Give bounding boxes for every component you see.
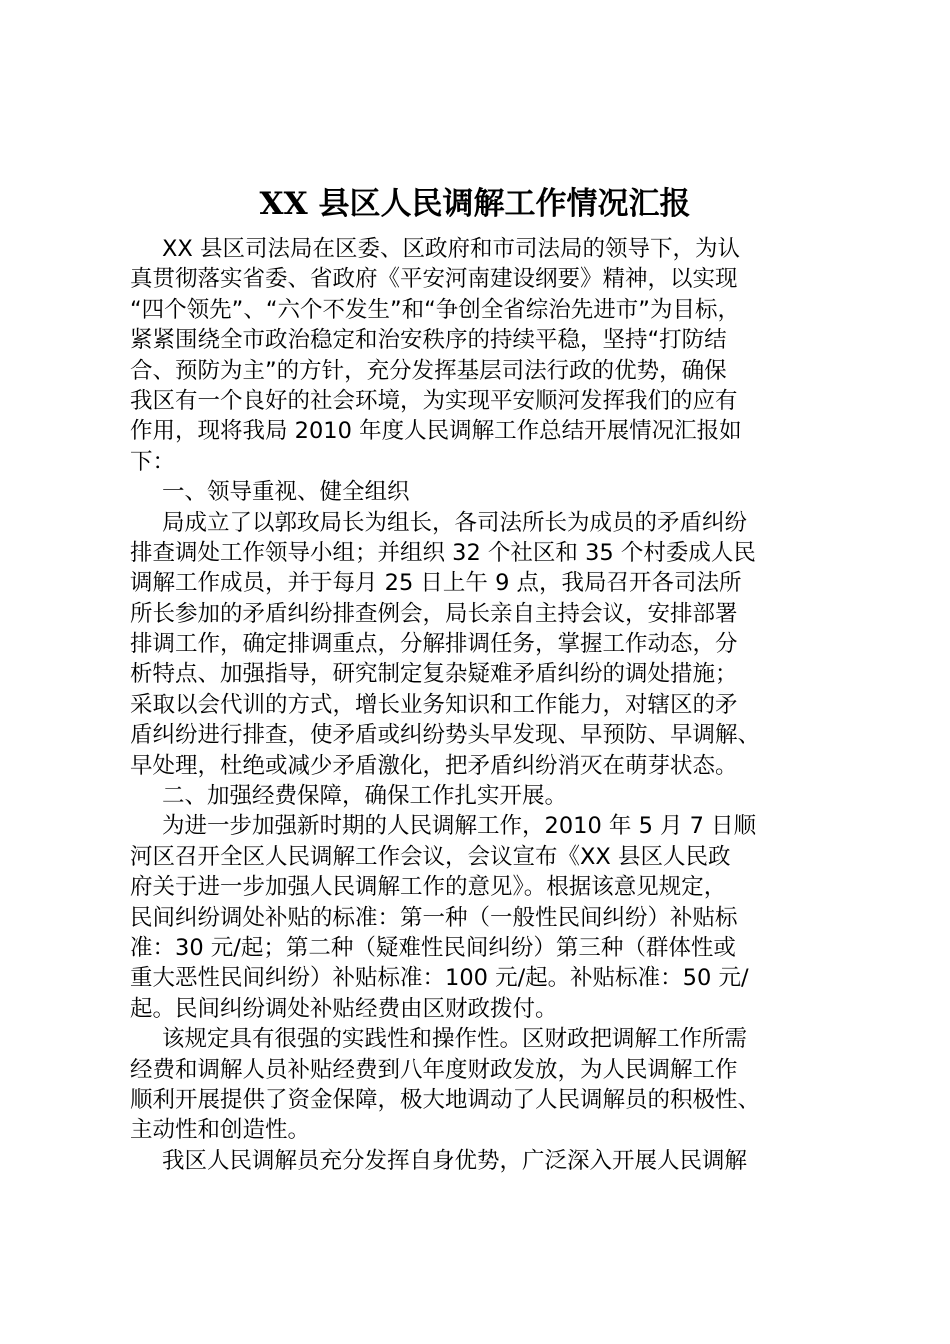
body-line: 该规定具有很强的实践性和操作性。区财政把调解工作所需 (162, 1026, 748, 1053)
document-title: XX 县区人民调解工作情况汇报 (259, 186, 691, 222)
body-line: 我区有一个良好的社会环境，为实现平安顺河发挥我们的应有 (130, 387, 738, 414)
body-line: 顺利开展提供了资金保障，极大地调动了人民调解员的积极性、 (130, 1086, 761, 1113)
body-line: 我区人民调解员充分发挥自身优势，广泛深入开展人民调解 (162, 1147, 748, 1174)
body-line: 真贯彻落实省委、省政府《平安河南建设纲要》精神，以实现 (130, 266, 738, 293)
body-line: 民间纠纷调处补贴的标准：第一种（一般性民间纠纷）补贴标 (130, 904, 738, 931)
body-line: 早处理，杜绝或减少矛盾激化，把矛盾纠纷消灭在萌芽状态。 (130, 752, 738, 779)
body-line: 经费和调解人员补贴经费到八年度财政发放，为人民调解工作 (130, 1056, 738, 1083)
body-line: XX 县区司法局在区委、区政府和市司法局的领导下，为认 (162, 236, 740, 262)
body-line: 下： (130, 448, 176, 475)
body-line: 排调工作，确定排调重点，分解排调任务，掌握工作动态，分 (130, 631, 738, 658)
body-line: 析特点、加强指导，研究制定复杂疑难矛盾纠纷的调处措施； (130, 661, 738, 688)
body-line: 主动性和创造性。 (130, 1117, 311, 1144)
body-line: 二、加强经费保障，确保工作扎实开展。 (162, 783, 568, 810)
body-line: 排查调处工作领导小组；并组织 32 个社区和 35 个村委成人民 (130, 539, 756, 566)
body-line: “四个领先”、“六个不发生”和“争创全省综治先进市”为目标， (130, 296, 740, 323)
body-line: 河区召开全区人民调解工作会议，会议宣布《XX 县区人民政 (130, 843, 731, 870)
body-line: 起。民间纠纷调处补贴经费由区财政拨付。 (130, 995, 558, 1022)
body-line: 采取以会代训的方式，增长业务知识和工作能力，对辖区的矛 (130, 691, 738, 718)
body-line: 作用，现将我局 2010 年度人民调解工作总结开展情况汇报如 (130, 418, 742, 445)
body-line: 所长参加的矛盾纠纷排查例会，局长亲自主持会议，安排部署 (130, 600, 738, 627)
body-line: 调解工作成员，并于每月 25 日上午 9 点，我局召开各司法所 (130, 570, 742, 597)
body-line: 局成立了以郭玫局长为组长，各司法所长为成员的矛盾纠纷 (162, 509, 748, 536)
body-line: 盾纠纷进行排查，使矛盾或纠纷势头早发现、早预防、早调解、 (130, 722, 761, 749)
body-line: 重大恶性民间纠纷）补贴标准：100 元/起。补贴标准：50 元/ (130, 965, 749, 992)
body-line: 合、预防为主”的方针，充分发挥基层司法行政的优势，确保 (130, 357, 727, 384)
body-line: 府关于进一步加强人民调解工作的意见》。根据该意见规定， (130, 874, 727, 901)
body-line: 紧紧围绕全市政治稳定和治安秩序的持续平稳，坚持“打防结 (130, 327, 727, 354)
body-line: 一、领导重视、健全组织 (162, 479, 410, 506)
body-line: 为进一步加强新时期的人民调解工作，2010 年 5 月 7 日顺 (162, 813, 757, 840)
body-line: 准：30 元/起；第二种（疑难性民间纠纷）第三种（群体性或 (130, 934, 736, 961)
document-body (130, 234, 830, 1176)
